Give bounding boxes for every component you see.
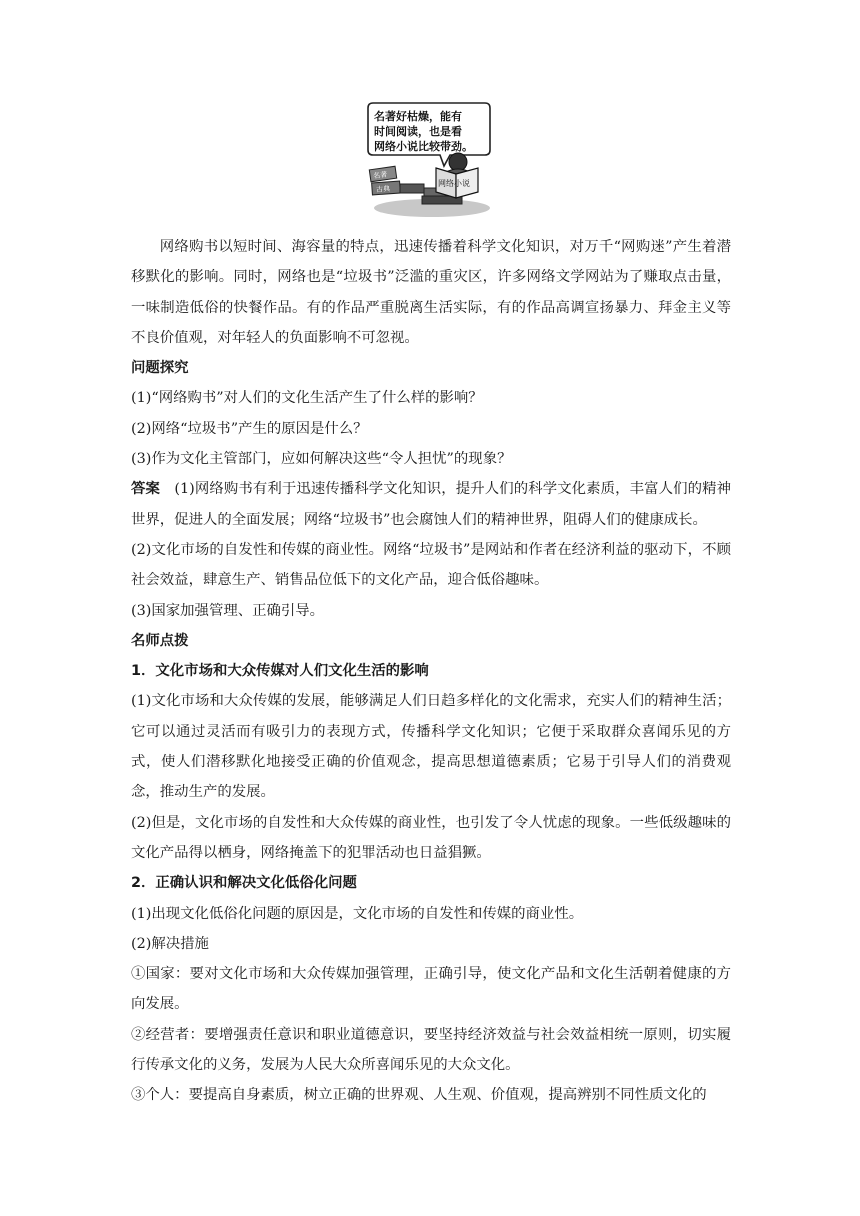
tips-section-2-para-2: (2)解决措施	[131, 935, 209, 952]
tips-section-2-title: 2．正确认识和解决文化低俗化问题	[131, 875, 357, 892]
tips-heading: 名师点拨	[131, 632, 189, 649]
tips-section-1-para-2: (2)但是，文化市场的自发性和大众传媒的商业性，也引发了令人忧虑的现象。一些低级趣味的文化产品得以栖身，网络掩盖下的犯罪活动也日益猖獗。	[131, 814, 731, 861]
speech-line-2: 时间阅读，也是看	[374, 125, 462, 138]
cartoon-illustration	[364, 100, 494, 220]
tips-section-2-para-4: ②经营者：要增强责任意识和职业道德意识，要坚持经济效益与社会效益相统一原则，切实履行传承文化的义务，发展为人民大众所喜闻乐见的大众文化。	[131, 1026, 731, 1074]
answer-item-1: (1)网络购书有利于迅速传播科学文化知识，提升人们的科学文化素质，丰富人们的精神世界，促进人的全面发展；网络“垃圾书”也会腐蚀人们的精神世界，阻碍人们的健康成长。	[131, 481, 731, 528]
inquiry-heading: 问题探究	[131, 360, 189, 377]
classic-book-label-1: 名著	[372, 170, 388, 181]
dusty-book	[400, 184, 424, 193]
speech-line-3: 网络小说比较带劲。	[374, 140, 473, 153]
tips-section-2-para-5: ③个人：要提高自身素质，树立正确的世界观、人生观、价值观，提高辨别不同性质文化的	[131, 1087, 707, 1104]
inquiry-question-1: (1)“网络购书”对人们的文化生活产生了什么样的影响？	[131, 390, 483, 407]
inquiry-question-2: (2)网络“垃圾书”产生的原因是什么？	[131, 420, 368, 437]
open-book-label: 网络小说	[438, 179, 470, 188]
speech-line-1: 名著好枯燥，能有	[374, 110, 462, 123]
tips-section-2-para-1: (1)出现文化低俗化问题的原因是，文化市场的自发性和传媒的商业性。	[131, 905, 584, 922]
person-head	[449, 153, 467, 171]
article-body	[131, 232, 731, 1111]
answer-item-2: (2)文化市场的自发性和传媒的商业性。网络“垃圾书”是网站和作者在经济利益的驱动下，不顾社会效益，肆意生产、销售品位低下的文化产品，迎合低俗趣味。	[131, 541, 731, 589]
intro-passage: 网络购书以短时间、海容量的特点，迅速传播着科学文化知识，对万千“网购迷”产生着潜移默化的影响。同时，网络也是“垃圾书”泛滥的重灾区，许多网络文学网站为了赚取点击量，一味制造低俗的快餐作品。有的作品严重脱离生活实际，有的作品高调宣扬暴力、拜金主义等不良价值观，对年轻人的负面影响不可忽视。	[131, 239, 731, 346]
tips-section-1-para-1: (1)文化市场和大众传媒的发展，能够满足人们日趋多样化的文化需求，充实人们的精神生活；它可以通过灵活而有吸引力的表现方式，传播科学文化知识；它便于采取群众喜闻乐见的方式，使人们潜移默化地接受正确的价值观念，提高思想道德素质；它易于引导人们的消费观念，推动生产的发展。	[131, 693, 731, 801]
tips-section-2-para-3: ①国家：要对文化市场和大众传媒加强管理，正确引导，使文化产品和文化生活朝着健康的方向发展。	[131, 966, 731, 1013]
answer-paragraph-1	[131, 474, 731, 535]
inquiry-question-3: (3)作为文化主管部门，应如何解决这些“令人担忧”的现象？	[131, 451, 512, 468]
answer-item-3: (3)国家加强管理、正确引导。	[131, 602, 325, 619]
answer-label: 答案	[131, 481, 160, 498]
classic-book-label-2: 古典	[375, 184, 391, 194]
tips-section-1-title: 1．文化市场和大众传媒对人们文化生活的影响	[131, 663, 429, 680]
